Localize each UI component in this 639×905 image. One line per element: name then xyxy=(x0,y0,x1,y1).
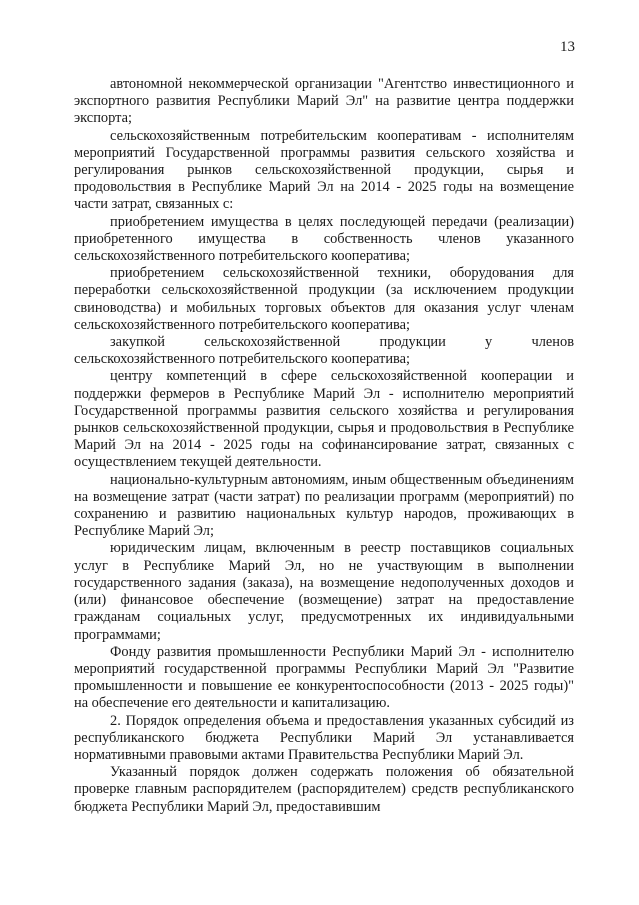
paragraph-5: закупкой сельскохозяйственной продукции у членов сельскохозяйственного потребительского кооператива; xyxy=(74,334,574,368)
document-body xyxy=(74,76,574,816)
paragraph-9: Фонду развития промышленности Республики Марий Эл - исполнителю мероприятий государственной программы Республики Марий Эл "Развитие промышленности и повышение ее конкурентоспособности (2013 - 2025 годы)" на обеспечение его деятельности и капитализацию. xyxy=(74,643,574,712)
paragraph-3: приобретением имущества в целях последующей передачи (реализации) приобретенного имущества в собственность членов указанного сельскохозяйственного потребительского кооператива; xyxy=(74,213,574,265)
page-number: 13 xyxy=(560,39,575,55)
paragraph-7: национально-культурным автономиям, иным общественным объединениям на возмещение затрат (части затрат) по реализации программ (мероприятий) по сохранению и развитию национальных культур народов, проживающих в Республике Марий Эл; xyxy=(74,471,574,540)
paragraph-4: приобретением сельскохозяйственной техники, оборудования для переработки сельскохозяйственной продукции (за исключением продукции свиноводства) и мобильных торговых объектов для оказания услуг членам сельскохозяйственного потребительского кооператива; xyxy=(74,265,574,333)
paragraph-1: автономной некоммерческой организации "Агентство инвестиционного и экспортного развития Республики Марий Эл" на развитие центра поддержки экспорта; xyxy=(74,76,574,127)
paragraph-8: юридическим лицам, включенным в реестр поставщиков социальных услуг в Республике Марий Эл, но не участвующим в выполнении государственного задания (заказа), на возмещение недополученных доходов и (или) финансовое обеспечение (возмещение) затрат на предоставление гражданам социальных услуг, предусмотренных их индивидуальными программами; xyxy=(74,540,574,643)
paragraph-10: 2. Порядок определения объема и предоставления указанных субсидий из республиканского бюджета Республики Марий Эл устанавливается нормативными правовыми актами Правительства Республики Марий Эл. xyxy=(74,712,574,763)
paragraph-6: центру компетенций в сфере сельскохозяйственной кооперации и поддержки фермеров в Республике Марий Эл - исполнителю мероприятий Государственной программы развития сельского хозяйства и регулирования рынков сельскохозяйственной продукции, сырья и продовольствия в Республике Марий Эл на 2014 - 2025 годы на софинансирование затрат, связанных с осуществлением текущей деятельности. xyxy=(74,368,574,471)
paragraph-2: сельскохозяйственным потребительским кооперативам - исполнителям мероприятий Государственной программы развития сельского хозяйства и регулирования рынков сельскохозяйственной продукции, сырья и продовольствия в Республике Марий Эл на 2014 - 2025 годы на возмещение части затрат, связанных с: xyxy=(74,127,574,213)
paragraph-11: Указанный порядок должен содержать положения об обязательной проверке главным распорядителем (распорядителем) средств республиканского бюджета Республики Марий Эл, предоставившим xyxy=(74,764,574,815)
